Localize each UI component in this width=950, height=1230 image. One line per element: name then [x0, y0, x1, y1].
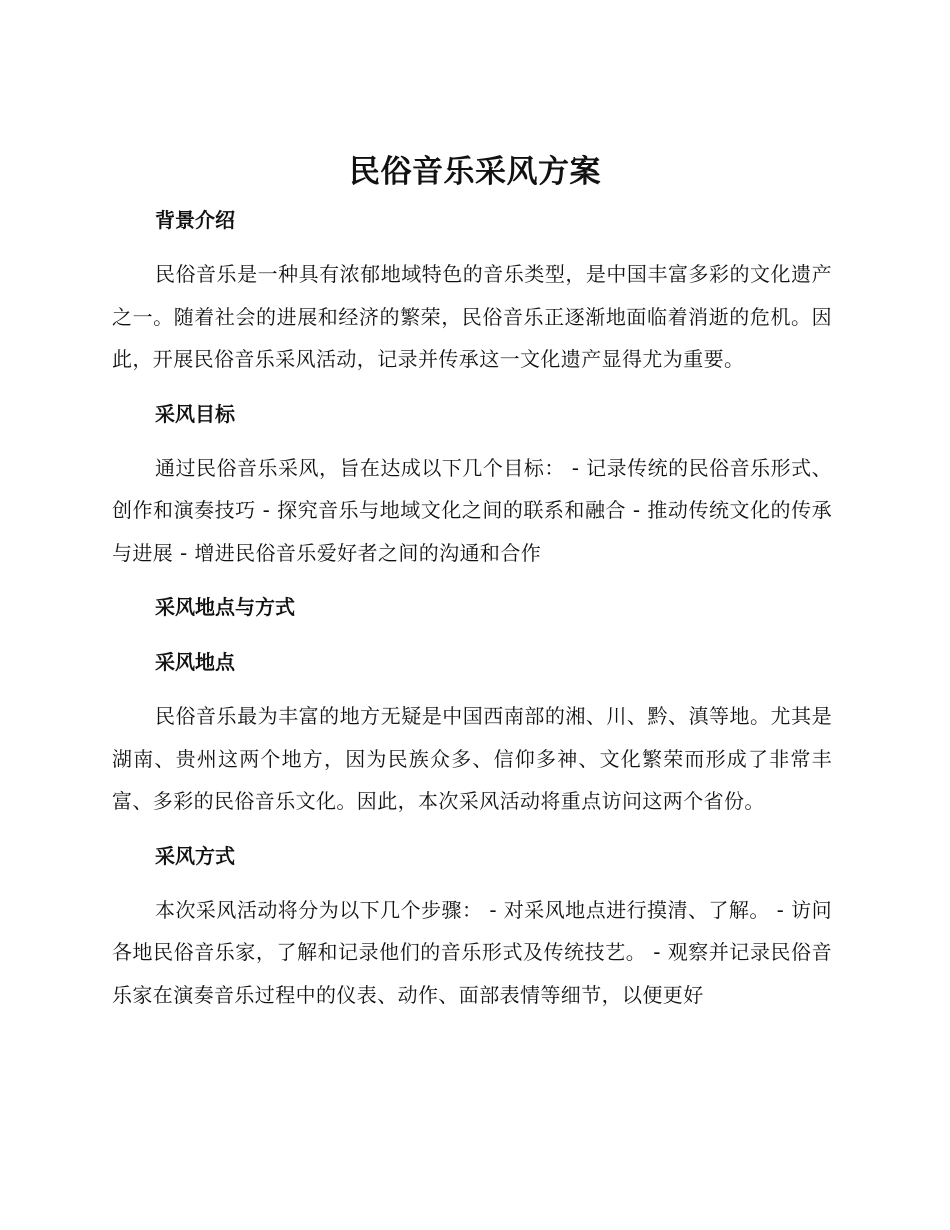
- paragraph-background: 民俗音乐是一种具有浓郁地域特色的音乐类型，是中国丰富多彩的文化遗产之一。随着社会的进展和经济的繁荣，民俗音乐正逐渐地面临着消逝的危机。因此，开展民俗音乐采风活动，记录并传承这一文化遗产显得尤为重要。: [112, 262, 832, 371]
- spacer: [112, 823, 832, 834]
- spacer: [112, 242, 832, 253]
- spacer: [112, 629, 832, 640]
- section-heading-background: 背景介绍: [155, 208, 235, 232]
- spacer: [112, 381, 832, 392]
- spacer: [112, 436, 832, 447]
- section-heading-goals: 采风目标: [155, 401, 235, 426]
- paragraph-goals: 通过民俗音乐采风，旨在达成以下几个目标： - 记录传统的民俗音乐形式、创作和演奏技巧 - 探究音乐与地域文化之间的联系和融合 - 推动传统文化的传承与进展 - 增进民俗音乐爱好者之间的沟通和合作: [112, 455, 832, 565]
- paragraph-location: 民俗音乐最为丰富的地方无疑是中国西南部的湘、川、黔、滇等地。尤其是湖南、贵州这两个地方，因为民族众多、信仰多神、文化繁荣而形成了非常丰富、多彩的民俗音乐文化。因此，本次采风活动将重点访问这两个省份。: [112, 704, 832, 813]
- paragraph-method: 本次采风活动将分为以下几个步骤： - 对采风地点进行摸清、了解。 - 访问各地民俗音乐家，了解和记录他们的音乐形式及传统技艺。 - 观察并记录民俗音乐家在演奏音乐过程中的仪表、动作、面部表情等细节，以便更好: [112, 897, 832, 1007]
- section-heading-location: 采风地点: [155, 650, 235, 674]
- section-heading-method: 采风方式: [155, 843, 235, 868]
- section-heading-location-method: 采风地点与方式: [155, 595, 295, 619]
- document-body: [112, 198, 832, 1016]
- spacer: [112, 684, 832, 695]
- spacer: [112, 574, 832, 585]
- document-title: 民俗音乐采风方案: [349, 154, 601, 190]
- spacer: [112, 878, 832, 889]
